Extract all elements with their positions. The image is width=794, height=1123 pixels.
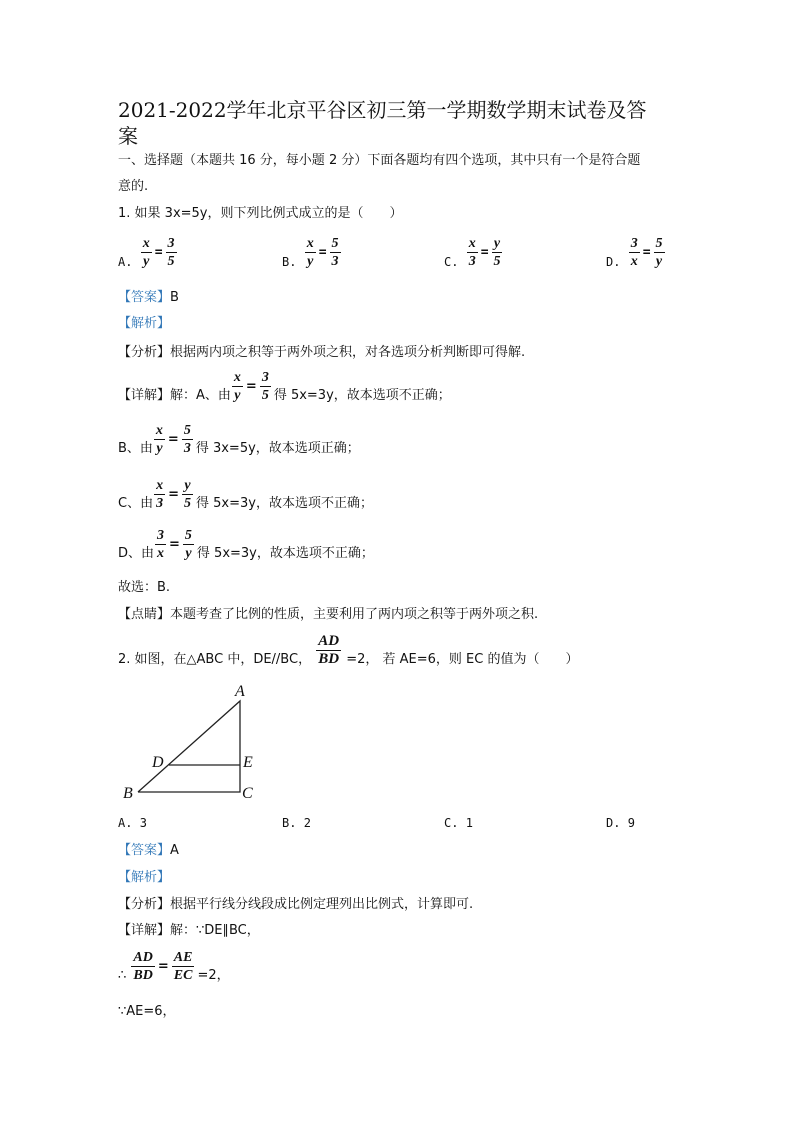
q1-option-a: A. $\frac{x}{y}$ = $\frac{3}{5}$ xyxy=(118,236,175,269)
q1-option-b: B. $\frac{x}{y}$ = $\frac{5}{3}$ xyxy=(282,236,339,269)
label-e: E xyxy=(243,754,253,771)
q1-dianjing: 【点睛】本题考查了比例的性质，主要利用了两内项之积等于两外项之积. xyxy=(118,607,539,622)
answer-tag: 【答案】 xyxy=(118,290,171,305)
answer-value: A xyxy=(170,843,179,858)
therefore-symbol: ∴ xyxy=(118,968,127,983)
q2-option-c: C. 1 xyxy=(444,816,473,830)
q1-option-c: C. $\frac{x}{3}$ = $\frac{y}{5}$ xyxy=(444,236,501,269)
label-c: C xyxy=(242,785,253,802)
answer-tag: 【答案】 xyxy=(118,843,171,858)
q2-fenxi: 【分析】根据平行线分线段成比例定理列出比例式，计算即可. xyxy=(118,897,474,912)
q1-detail-line: 【详解】解：A、由 $\frac{x}{y}$ = $\frac{3}{5}$ 得 5x=3y，故本选项不正确； xyxy=(118,370,451,403)
label-a: A xyxy=(235,683,245,700)
fraction-ad-bd: $\frac{AD}{BD}$ xyxy=(133,950,153,983)
q2-stem-b: =2， 若 AE=6，则 EC 的值为（ ） xyxy=(346,652,579,667)
fraction-ae-ec: $\frac{AE}{EC}$ xyxy=(173,950,193,983)
q1-choose: 故选：B. xyxy=(118,580,171,595)
q2-detail: 【详解】解：∵DE∥BC， xyxy=(118,923,260,938)
section-heading: 一、选择题（本题共 16 分，每小题 2 分）下面各题均有四个选项，其中只有一个是符合题 xyxy=(118,153,641,168)
label-d: D xyxy=(152,754,164,771)
q2-option-b: B. 2 xyxy=(282,816,311,830)
q2-option-d: D. 9 xyxy=(606,816,635,830)
q1-option-d: D. $\frac{3}{x}$ = $\frac{5}{y}$ xyxy=(606,236,663,269)
q2-option-a: A. 3 xyxy=(118,816,147,830)
q1-detail-line: D、由 $\frac{3}{x}$ = $\frac{5}{y}$ 得 5x=3y，故本选项不正确； xyxy=(118,528,374,561)
answer-value: B xyxy=(170,290,179,305)
analysis-tag: 【解析】 xyxy=(118,870,171,885)
page-title: 2021-2022学年北京平谷区初三第一学期数学期末试卷及答 xyxy=(118,98,647,122)
label-b: B xyxy=(123,785,133,802)
q2-stem-a: 2. 如图，在△ABC 中，DE//BC， xyxy=(118,652,312,667)
eq-tail: =2， xyxy=(197,968,230,983)
q2-fraction: $\frac{AD}{BD}$ xyxy=(318,633,340,667)
section-heading-cont: 意的. xyxy=(118,179,149,194)
triangle-abc xyxy=(138,701,240,792)
q1-detail-line: B、由 $\frac{x}{y}$ = $\frac{5}{3}$ 得 3x=5y，故本选项正确； xyxy=(118,423,360,456)
analysis-tag: 【解析】 xyxy=(118,316,171,331)
q1-stem: 1. 如果 3x=5y，则下列比例式成立的是（ ） xyxy=(118,206,403,221)
q1-detail-line: C、由 $\frac{x}{3}$ = $\frac{y}{5}$ 得 5x=3y，故本选项不正确； xyxy=(118,478,373,511)
q1-fenxi: 【分析】根据两内项之积等于两外项之积，对各选项分析判断即可得解. xyxy=(118,345,526,360)
q2-proportion: ∴ $\frac{AD}{BD}$ = $\frac{AE}{EC}$ =2， xyxy=(118,950,230,983)
page-title-cont: 案 xyxy=(118,124,138,148)
q2-since: ∵AE=6， xyxy=(118,1004,176,1019)
